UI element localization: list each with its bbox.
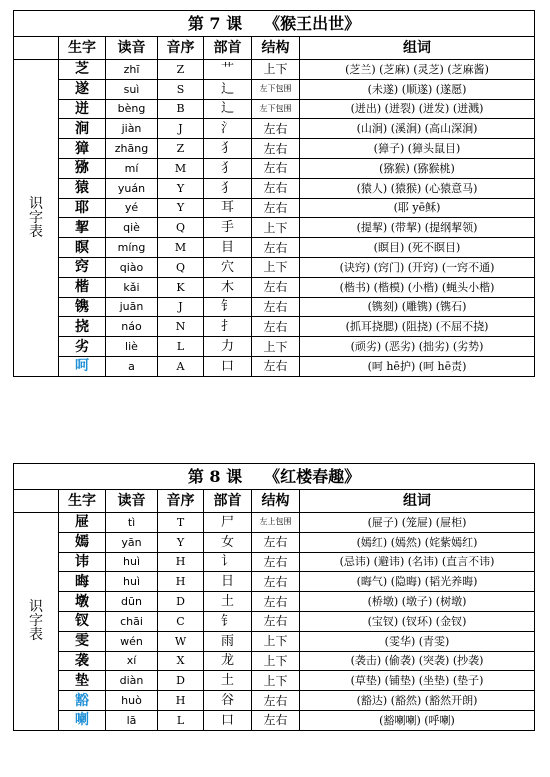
- header-row: [14, 37, 535, 60]
- corner-cell: [14, 37, 59, 60]
- seq-cell: J: [158, 297, 204, 317]
- seq-cell: J: [158, 119, 204, 139]
- structure-cell: 左右: [252, 238, 300, 258]
- words-cell: (芝兰) (芝麻) (灵芝) (芝麻酱): [300, 60, 535, 80]
- table-row: [14, 356, 535, 376]
- char-cell: 楷: [59, 277, 106, 297]
- words-cell: (抓耳挠腮) (阻挠) (不屈不挠): [300, 317, 535, 337]
- pinyin-cell: kǎi: [106, 277, 158, 297]
- table-row: [14, 277, 535, 297]
- seq-cell: Y: [158, 532, 204, 552]
- pinyin-cell: jiàn: [106, 119, 158, 139]
- corner-cell: [14, 490, 59, 513]
- radical-cell: 氵: [204, 119, 252, 139]
- pinyin-cell: xí: [106, 651, 158, 671]
- seq-cell: Q: [158, 218, 204, 238]
- pinyin-cell: suì: [106, 79, 158, 99]
- words-cell: (楷书) (楷模) (小楷) (蝇头小楷): [300, 277, 535, 297]
- structure-cell: 左右: [252, 158, 300, 178]
- char-cell: 遂: [59, 79, 106, 99]
- table-row: [14, 119, 535, 139]
- words-cell: (嫣红) (嫣然) (姹紫嫣红): [300, 532, 535, 552]
- char-cell: 嫣: [59, 532, 106, 552]
- seq-cell: H: [158, 552, 204, 572]
- radical-cell: 扌: [204, 317, 252, 337]
- table-row: [14, 671, 535, 691]
- header-words: 组词: [300, 37, 535, 60]
- radical-cell: 尸: [204, 513, 252, 533]
- header-structure: 结构: [252, 37, 300, 60]
- words-cell: (顽劣) (恶劣) (拙劣) (劣势): [300, 337, 535, 357]
- pinyin-cell: mí: [106, 158, 158, 178]
- structure-cell: 左右: [252, 297, 300, 317]
- seq-cell: M: [158, 158, 204, 178]
- words-cell: (镌刻) (雕镌) (镌石): [300, 297, 535, 317]
- words-cell: (獐子) (獐头鼠目): [300, 139, 535, 159]
- words-cell: (呵 hē护) (呵 hē责): [300, 356, 535, 376]
- words-cell: (山涧) (溪涧) (高山深涧): [300, 119, 535, 139]
- header-seq: 音序: [158, 37, 204, 60]
- words-cell: (迸出) (迸裂) (迸发) (迸溅): [300, 99, 535, 119]
- structure-cell: 左右: [252, 592, 300, 612]
- seq-cell: N: [158, 317, 204, 337]
- words-cell: (耶 yē稣): [300, 198, 535, 218]
- side-label-char: 表: [29, 627, 43, 644]
- pinyin-cell: yuán: [106, 178, 158, 198]
- structure-cell: 左下包围: [252, 99, 300, 119]
- structure-cell: 上下: [252, 337, 300, 357]
- char-cell: 讳: [59, 552, 106, 572]
- table-row: [14, 297, 535, 317]
- char-cell: 镌: [59, 297, 106, 317]
- table-row: [14, 592, 535, 612]
- char-cell: 獐: [59, 139, 106, 159]
- pinyin-cell: yān: [106, 532, 158, 552]
- table-row: [14, 60, 535, 80]
- seq-cell: Z: [158, 139, 204, 159]
- char-cell: 涧: [59, 119, 106, 139]
- seq-cell: S: [158, 79, 204, 99]
- radical-cell: 犭: [204, 139, 252, 159]
- words-cell: (草垫) (铺垫) (坐垫) (垫子): [300, 671, 535, 691]
- seq-cell: M: [158, 238, 204, 258]
- words-cell: (未遂) (顺遂) (遂愿): [300, 79, 535, 99]
- radical-cell: 日: [204, 572, 252, 592]
- structure-cell: 左右: [252, 710, 300, 730]
- table-row: [14, 198, 535, 218]
- radical-cell: 土: [204, 592, 252, 612]
- structure-cell: 上下: [252, 257, 300, 277]
- seq-cell: T: [158, 513, 204, 533]
- words-cell: (桥墩) (墩子) (树墩): [300, 592, 535, 612]
- char-cell: 呵: [59, 356, 106, 376]
- char-cell: 劣: [59, 337, 106, 357]
- seq-cell: B: [158, 99, 204, 119]
- table-row: [14, 79, 535, 99]
- seq-cell: H: [158, 572, 204, 592]
- structure-cell: 上下: [252, 631, 300, 651]
- pinyin-cell: yé: [106, 198, 158, 218]
- structure-cell: 左右: [252, 277, 300, 297]
- seq-cell: Q: [158, 257, 204, 277]
- structure-cell: 左右: [252, 572, 300, 592]
- words-cell: (屉子) (笼屉) (屉柜): [300, 513, 535, 533]
- table-row: [14, 218, 535, 238]
- lesson-7-table: [13, 10, 535, 377]
- side-label: [14, 60, 59, 377]
- table-row: [14, 317, 535, 337]
- seq-cell: Y: [158, 198, 204, 218]
- table-row: [14, 178, 535, 198]
- char-cell: 袭: [59, 651, 106, 671]
- lesson-title: [14, 11, 535, 37]
- lesson-name: 《猴王出世》: [264, 13, 361, 33]
- pinyin-cell: juān: [106, 297, 158, 317]
- table-row: [14, 552, 535, 572]
- table-row: [14, 139, 535, 159]
- table-row: [14, 158, 535, 178]
- radical-cell: 雨: [204, 631, 252, 651]
- side-label-char: 识: [29, 599, 43, 616]
- side-label-char: 识: [29, 195, 43, 212]
- structure-cell: 左右: [252, 198, 300, 218]
- words-cell: (猿人) (猿猴) (心猿意马): [300, 178, 535, 198]
- char-cell: 窍: [59, 257, 106, 277]
- words-cell: (宝钗) (钗环) (金钗): [300, 611, 535, 631]
- pinyin-cell: lā: [106, 710, 158, 730]
- words-cell: (袭击) (偷袭) (突袭) (抄袭): [300, 651, 535, 671]
- radical-cell: 谷: [204, 691, 252, 711]
- radical-cell: 穴: [204, 257, 252, 277]
- char-cell: 屉: [59, 513, 106, 533]
- header-radical: 部首: [204, 37, 252, 60]
- radical-cell: 龙: [204, 651, 252, 671]
- radical-cell: 目: [204, 238, 252, 258]
- pinyin-cell: huì: [106, 552, 158, 572]
- structure-cell: 左右: [252, 139, 300, 159]
- header-words: 组词: [300, 490, 535, 513]
- structure-cell: 左右: [252, 691, 300, 711]
- structure-cell: 左右: [252, 178, 300, 198]
- words-cell: (晦气) (隐晦) (韬光养晦): [300, 572, 535, 592]
- table-row: [14, 691, 535, 711]
- structure-cell: 上下: [252, 651, 300, 671]
- structure-cell: 上下: [252, 671, 300, 691]
- pinyin-cell: bèng: [106, 99, 158, 119]
- header-row: [14, 490, 535, 513]
- structure-cell: 上下: [252, 218, 300, 238]
- words-cell: (提挈) (带挈) (提纲挈领): [300, 218, 535, 238]
- pinyin-cell: tì: [106, 513, 158, 533]
- seq-cell: K: [158, 277, 204, 297]
- header-pinyin: 读音: [106, 37, 158, 60]
- radical-cell: 辶: [204, 79, 252, 99]
- char-cell: 墩: [59, 592, 106, 612]
- lesson-name: 《红楼春趣》: [264, 466, 361, 486]
- char-cell: 挈: [59, 218, 106, 238]
- pinyin-cell: diàn: [106, 671, 158, 691]
- seq-cell: C: [158, 611, 204, 631]
- char-cell: 芝: [59, 60, 106, 80]
- radical-cell: 口: [204, 710, 252, 730]
- char-cell: 挠: [59, 317, 106, 337]
- table-row: [14, 631, 535, 651]
- table-row: [14, 257, 535, 277]
- table-row: [14, 710, 535, 730]
- structure-cell: 左右: [252, 356, 300, 376]
- lesson-number: 第 7 课: [187, 13, 243, 33]
- words-cell: (豁达) (豁然) (豁然开朗): [300, 691, 535, 711]
- seq-cell: X: [158, 651, 204, 671]
- pinyin-cell: liè: [106, 337, 158, 357]
- radical-cell: 木: [204, 277, 252, 297]
- structure-cell: 左右: [252, 317, 300, 337]
- seq-cell: W: [158, 631, 204, 651]
- header-pinyin: 读音: [106, 490, 158, 513]
- pinyin-cell: míng: [106, 238, 158, 258]
- words-cell: (瞑目) (死不瞑目): [300, 238, 535, 258]
- char-cell: 耶: [59, 198, 106, 218]
- words-cell: (诀窍) (窍门) (开窍) (一窍不通): [300, 257, 535, 277]
- radical-cell: 犭: [204, 178, 252, 198]
- char-cell: 雯: [59, 631, 106, 651]
- pinyin-cell: dūn: [106, 592, 158, 612]
- header-seq: 音序: [158, 490, 204, 513]
- side-label-char: 表: [29, 223, 43, 240]
- seq-cell: Z: [158, 60, 204, 80]
- header-char: 生字: [59, 490, 106, 513]
- table-row: [14, 238, 535, 258]
- char-cell: 猕: [59, 158, 106, 178]
- header-radical: 部首: [204, 490, 252, 513]
- words-cell: (猕猴) (猕猴桃): [300, 158, 535, 178]
- table-row: [14, 651, 535, 671]
- structure-cell: 左右: [252, 119, 300, 139]
- seq-cell: D: [158, 671, 204, 691]
- table-row: [14, 572, 535, 592]
- radical-cell: 犭: [204, 158, 252, 178]
- seq-cell: Y: [158, 178, 204, 198]
- pinyin-cell: a: [106, 356, 158, 376]
- pinyin-cell: zhī: [106, 60, 158, 80]
- radical-cell: 耳: [204, 198, 252, 218]
- table-row: [14, 513, 535, 533]
- radical-cell: 辶: [204, 99, 252, 119]
- structure-cell: 左下包围: [252, 79, 300, 99]
- lesson-number: 第 8 课: [187, 466, 243, 486]
- char-cell: 豁: [59, 691, 106, 711]
- seq-cell: L: [158, 337, 204, 357]
- char-cell: 垫: [59, 671, 106, 691]
- pinyin-cell: chāi: [106, 611, 158, 631]
- structure-cell: 左上包围: [252, 513, 300, 533]
- char-cell: 钗: [59, 611, 106, 631]
- words-cell: (雯华) (青雯): [300, 631, 535, 651]
- words-cell: (忌讳) (避讳) (名讳) (直言不讳): [300, 552, 535, 572]
- lesson-8-table: [13, 463, 535, 731]
- char-cell: 晦: [59, 572, 106, 592]
- radical-cell: 讠: [204, 552, 252, 572]
- radical-cell: 口: [204, 356, 252, 376]
- seq-cell: D: [158, 592, 204, 612]
- header-structure: 结构: [252, 490, 300, 513]
- lesson-title: [14, 464, 535, 490]
- radical-cell: 手: [204, 218, 252, 238]
- table-row: [14, 611, 535, 631]
- seq-cell: A: [158, 356, 204, 376]
- pinyin-cell: huò: [106, 691, 158, 711]
- radical-cell: 力: [204, 337, 252, 357]
- structure-cell: 左右: [252, 552, 300, 572]
- words-cell: (豁喇喇) (呼喇): [300, 710, 535, 730]
- seq-cell: L: [158, 710, 204, 730]
- side-label-char: 字: [29, 613, 43, 630]
- side-label-char: 字: [29, 209, 43, 226]
- pinyin-cell: huì: [106, 572, 158, 592]
- radical-cell: 女: [204, 532, 252, 552]
- char-cell: 瞑: [59, 238, 106, 258]
- pinyin-cell: náo: [106, 317, 158, 337]
- table-row: [14, 532, 535, 552]
- radical-cell: 艹: [204, 60, 252, 80]
- char-cell: 猿: [59, 178, 106, 198]
- char-cell: 迸: [59, 99, 106, 119]
- structure-cell: 左右: [252, 532, 300, 552]
- seq-cell: H: [158, 691, 204, 711]
- pinyin-cell: wén: [106, 631, 158, 651]
- header-char: 生字: [59, 37, 106, 60]
- pinyin-cell: qiè: [106, 218, 158, 238]
- pinyin-cell: qiào: [106, 257, 158, 277]
- structure-cell: 上下: [252, 60, 300, 80]
- table-row: [14, 337, 535, 357]
- side-label: [14, 513, 59, 731]
- structure-cell: 左右: [252, 611, 300, 631]
- radical-cell: 土: [204, 671, 252, 691]
- radical-cell: 钅: [204, 611, 252, 631]
- radical-cell: 钅: [204, 297, 252, 317]
- pinyin-cell: zhāng: [106, 139, 158, 159]
- char-cell: 喇: [59, 710, 106, 730]
- table-row: [14, 99, 535, 119]
